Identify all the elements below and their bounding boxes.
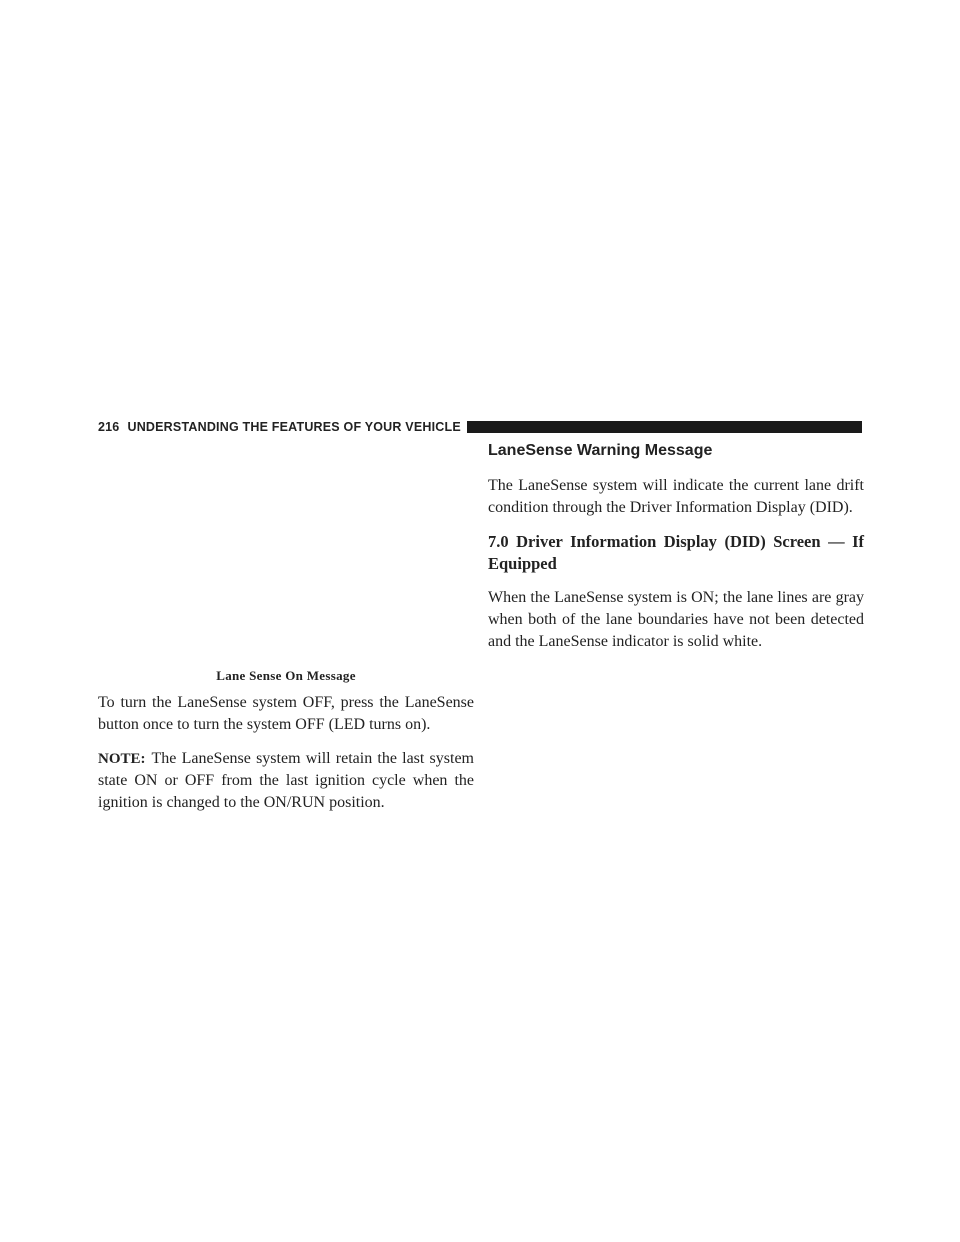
turn-off-paragraph: To turn the LaneSense system OFF, press the LaneSense button once to turn the system OFF (LED turns on).	[98, 694, 474, 733]
page-header	[98, 418, 862, 436]
figure-caption: Lane Sense On Message	[216, 668, 356, 683]
note-label: NOTE:	[98, 751, 146, 767]
note-paragraph	[98, 748, 474, 814]
right-column	[488, 440, 864, 665]
warning-paragraph: The LaneSense system will indicate the current lane drift condition through the Driver Information Display (DID).	[488, 477, 864, 516]
page-number: 216	[98, 420, 120, 434]
note-text: The LaneSense system will retain the last system state ON or OFF from the last ignition cycle when the ignition is changed to the ON/RUN position.	[98, 750, 474, 811]
did-screen-subheading: 7.0 Driver Information Display (DID) Screen — If Equipped	[488, 532, 864, 573]
did-paragraph: When the LaneSense system is ON; the lane lines are gray when both of the lane boundaries have not been detected and the LaneSense indicator is solid white.	[488, 589, 864, 650]
left-column	[98, 666, 474, 826]
lanesense-warning-heading: LaneSense Warning Message	[488, 442, 713, 459]
header-rule	[467, 421, 862, 433]
section-title: UNDERSTANDING THE FEATURES OF YOUR VEHICLE	[127, 420, 461, 434]
